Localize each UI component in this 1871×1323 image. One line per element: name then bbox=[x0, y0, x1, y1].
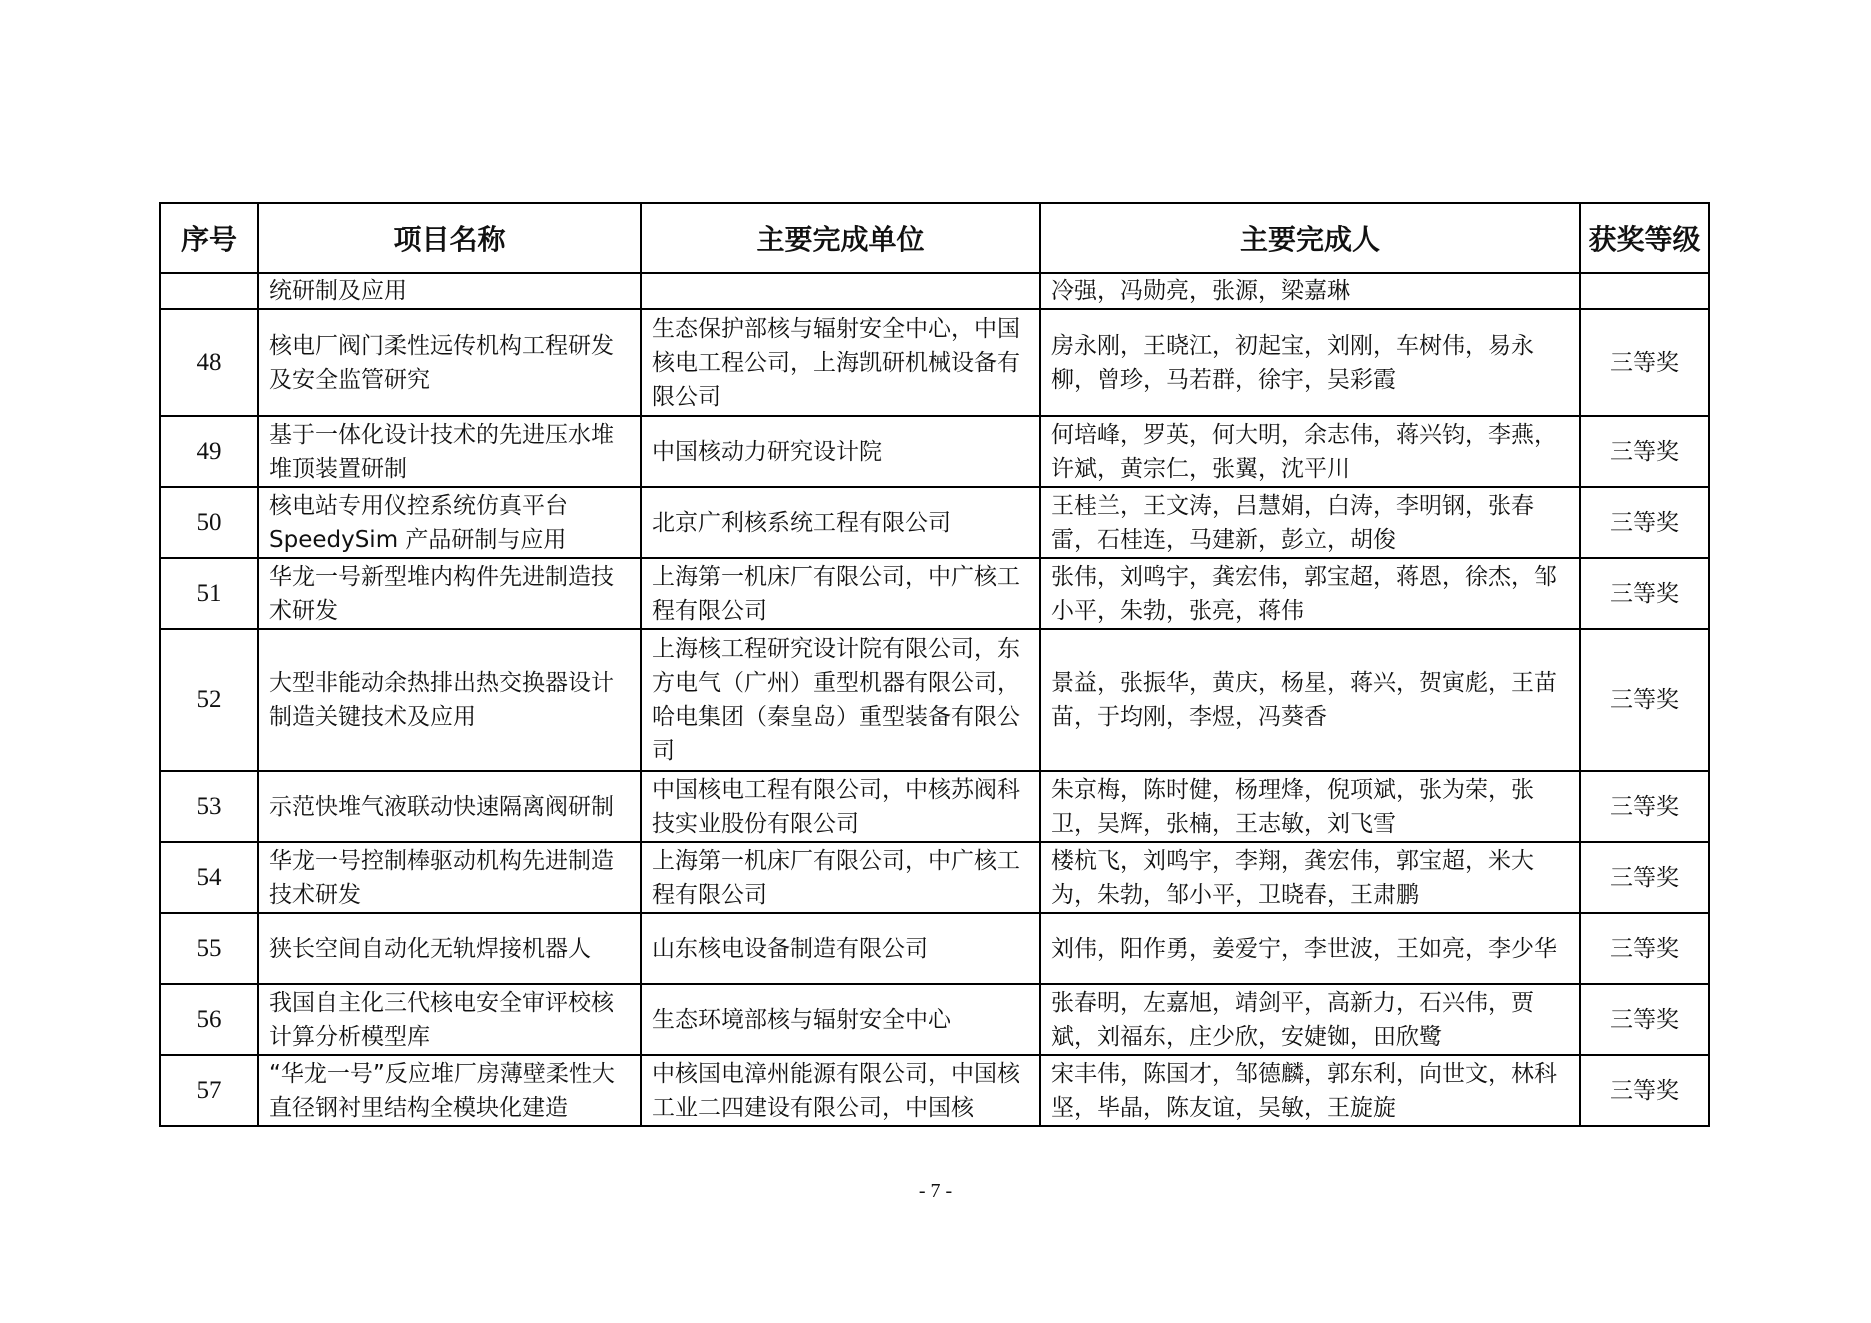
header-name: 项目名称 bbox=[258, 203, 641, 273]
header-no: 序号 bbox=[160, 203, 258, 273]
row-unit: 上海核工程研究设计院有限公司，东方电气（广州）重型机器有限公司，哈电集团（秦皇岛）重型装备有限公司 bbox=[641, 629, 1040, 771]
row-name: 大型非能动余热排出热交换器设计制造关键技术及应用 bbox=[258, 629, 641, 771]
row-name: 狭长空间自动化无轨焊接机器人 bbox=[258, 913, 641, 984]
row-unit: 生态环境部核与辐射安全中心 bbox=[641, 984, 1040, 1055]
row-grade: 三等奖 bbox=[1580, 487, 1709, 558]
row-no: 57 bbox=[160, 1055, 258, 1126]
table-row bbox=[160, 984, 1709, 1055]
row-grade: 三等奖 bbox=[1580, 771, 1709, 842]
row-people: 何培峰，罗英，何大明，余志伟，蒋兴钧，李燕，许斌，黄宗仁，张翼，沈平川 bbox=[1040, 416, 1580, 487]
row-people: 景益，张振华，黄庆，杨星，蒋兴，贺寅彪，王苗苗，于均刚，李煜，冯葵香 bbox=[1040, 629, 1580, 771]
row-people: 冷强，冯勋亮，张源，梁嘉琳 bbox=[1040, 273, 1580, 309]
row-name: 示范快堆气液联动快速隔离阀研制 bbox=[258, 771, 641, 842]
row-name: 核电厂阀门柔性远传机构工程研发及安全监管研究 bbox=[258, 309, 641, 416]
row-no: 52 bbox=[160, 629, 258, 771]
row-grade: 三等奖 bbox=[1580, 913, 1709, 984]
table-row bbox=[160, 273, 1709, 309]
row-no: 56 bbox=[160, 984, 258, 1055]
row-people: 王桂兰，王文涛，吕慧娟，白涛，李明钢，张春雷，石桂连，马建新，彭立，胡俊 bbox=[1040, 487, 1580, 558]
row-no: 49 bbox=[160, 416, 258, 487]
table-row bbox=[160, 487, 1709, 558]
row-grade: 三等奖 bbox=[1580, 629, 1709, 771]
row-unit: 上海第一机床厂有限公司，中广核工程有限公司 bbox=[641, 842, 1040, 913]
table-row bbox=[160, 771, 1709, 842]
row-name: “华龙一号”反应堆厂房薄壁柔性大直径钢衬里结构全模块化建造 bbox=[258, 1055, 641, 1126]
row-name: 统研制及应用 bbox=[258, 273, 641, 309]
row-grade bbox=[1580, 273, 1709, 309]
row-people: 张春明，左嘉旭，靖剑平，高新力，石兴伟，贾斌，刘福东，庄少欣，安婕铷，田欣鹭 bbox=[1040, 984, 1580, 1055]
row-name: 华龙一号新型堆内构件先进制造技术研发 bbox=[258, 558, 641, 629]
row-people: 刘伟，阳作勇，姜爱宁，李世波，王如亮，李少华 bbox=[1040, 913, 1580, 984]
table-row bbox=[160, 416, 1709, 487]
row-no: 55 bbox=[160, 913, 258, 984]
row-no: 51 bbox=[160, 558, 258, 629]
row-people: 房永刚，王晓江，初起宝，刘刚，车树伟，易永柳，曾珍，马若群，徐宇，吴彩霞 bbox=[1040, 309, 1580, 416]
row-people: 宋丰伟，陈国才，邹德麟，郭东利，向世文，林科坚，毕晶，陈友谊，吴敏，王旋旋 bbox=[1040, 1055, 1580, 1126]
row-unit: 北京广利核系统工程有限公司 bbox=[641, 487, 1040, 558]
row-unit: 中核国电漳州能源有限公司，中国核工业二四建设有限公司，中国核 bbox=[641, 1055, 1040, 1126]
row-grade: 三等奖 bbox=[1580, 416, 1709, 487]
row-people: 楼杭飞，刘鸣宇，李翔，龚宏伟，郭宝超，米大为，朱勃，邹小平，卫晓春，王肃鹏 bbox=[1040, 842, 1580, 913]
table-row bbox=[160, 1055, 1709, 1126]
row-name: 华龙一号控制棒驱动机构先进制造技术研发 bbox=[258, 842, 641, 913]
row-no: 50 bbox=[160, 487, 258, 558]
table-row bbox=[160, 309, 1709, 416]
row-name: 核电站专用仪控系统仿真平台SpeedySim 产品研制与应用 bbox=[258, 487, 641, 558]
row-no: 48 bbox=[160, 309, 258, 416]
row-name: 我国自主化三代核电安全审评校核计算分析模型库 bbox=[258, 984, 641, 1055]
row-unit: 中国核动力研究设计院 bbox=[641, 416, 1040, 487]
row-unit: 生态保护部核与辐射安全中心，中国核电工程公司，上海凯研机械设备有限公司 bbox=[641, 309, 1040, 416]
row-grade: 三等奖 bbox=[1580, 984, 1709, 1055]
table-row bbox=[160, 629, 1709, 771]
row-people: 张伟，刘鸣宇，龚宏伟，郭宝超，蒋恩，徐杰，邹小平，朱勃，张亮，蒋伟 bbox=[1040, 558, 1580, 629]
award-table bbox=[159, 202, 1710, 1127]
row-unit: 山东核电设备制造有限公司 bbox=[641, 913, 1040, 984]
row-name: 基于一体化设计技术的先进压水堆堆顶装置研制 bbox=[258, 416, 641, 487]
table-row bbox=[160, 842, 1709, 913]
row-grade: 三等奖 bbox=[1580, 842, 1709, 913]
row-unit: 上海第一机床厂有限公司，中广核工程有限公司 bbox=[641, 558, 1040, 629]
header-unit: 主要完成单位 bbox=[641, 203, 1040, 273]
row-unit bbox=[641, 273, 1040, 309]
page-number: - 7 - bbox=[918, 1180, 953, 1202]
table-row bbox=[160, 558, 1709, 629]
header-grade: 获奖等级 bbox=[1580, 203, 1709, 273]
table-row bbox=[160, 913, 1709, 984]
table-header-row bbox=[160, 203, 1709, 273]
row-no bbox=[160, 273, 258, 309]
row-grade: 三等奖 bbox=[1580, 309, 1709, 416]
row-people: 朱京梅，陈时健，杨理烽，倪项斌，张为荣，张卫，吴辉，张楠，王志敏，刘飞雪 bbox=[1040, 771, 1580, 842]
row-unit: 中国核电工程有限公司，中核苏阀科技实业股份有限公司 bbox=[641, 771, 1040, 842]
row-no: 54 bbox=[160, 842, 258, 913]
row-grade: 三等奖 bbox=[1580, 558, 1709, 629]
row-no: 53 bbox=[160, 771, 258, 842]
row-grade: 三等奖 bbox=[1580, 1055, 1709, 1126]
header-people: 主要完成人 bbox=[1040, 203, 1580, 273]
